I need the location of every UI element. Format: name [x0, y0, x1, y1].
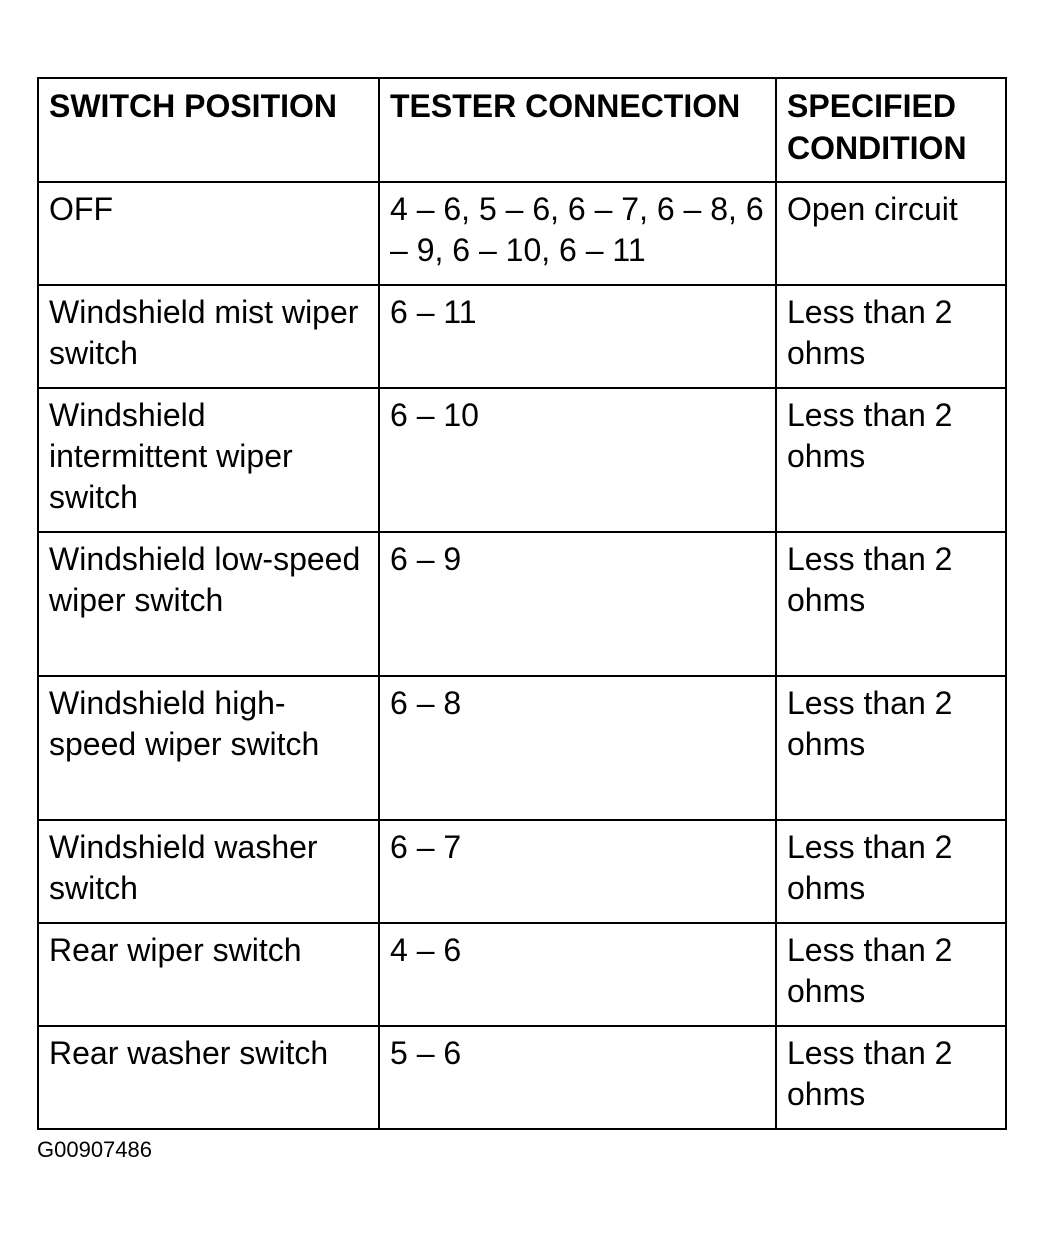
cell-tester-connection: 6 – 11 [379, 285, 776, 388]
cell-specified-condition: Less than 2 ohms [776, 532, 1006, 676]
cell-tester-connection: 6 – 8 [379, 676, 776, 820]
switch-test-table [37, 77, 1007, 1130]
cell-specified-condition: Open circuit [776, 182, 1006, 285]
cell-switch-position: OFF [38, 182, 379, 285]
cell-tester-connection: 4 – 6, 5 – 6, 6 – 7, 6 – 8, 6 – 9, 6 – 10, 6 – 11 [379, 182, 776, 285]
cell-tester-connection: 5 – 6 [379, 1026, 776, 1129]
cell-tester-connection: 4 – 6 [379, 923, 776, 1026]
table-row [38, 1026, 1006, 1129]
cell-specified-condition: Less than 2 ohms [776, 1026, 1006, 1129]
cell-switch-position: Windshield mist wiper switch [38, 285, 379, 388]
cell-specified-condition: Less than 2 ohms [776, 923, 1006, 1026]
table-row [38, 285, 1006, 388]
header-switch-position: SWITCH POSITION [38, 78, 379, 182]
cell-specified-condition: Less than 2 ohms [776, 676, 1006, 820]
cell-switch-position: Windshield intermittent wiper switch [38, 388, 379, 532]
table-row [38, 182, 1006, 285]
cell-tester-connection: 6 – 10 [379, 388, 776, 532]
cell-tester-connection: 6 – 9 [379, 532, 776, 676]
table-header-row [38, 78, 1006, 182]
cell-specified-condition: Less than 2 ohms [776, 388, 1006, 532]
cell-switch-position: Rear wiper switch [38, 923, 379, 1026]
cell-switch-position: Windshield washer switch [38, 820, 379, 923]
table-row [38, 388, 1006, 532]
figure-id: G00907486 [37, 1137, 152, 1162]
cell-tester-connection: 6 – 7 [379, 820, 776, 923]
cell-specified-condition: Less than 2 ohms [776, 285, 1006, 388]
table-row [38, 676, 1006, 820]
cell-specified-condition: Less than 2 ohms [776, 820, 1006, 923]
cell-switch-position: Rear washer switch [38, 1026, 379, 1129]
table-row [38, 532, 1006, 676]
table-row [38, 820, 1006, 923]
cell-switch-position: Windshield low-speed wiper switch [38, 532, 379, 676]
header-specified-condition: SPECIFIED CONDITION [776, 78, 1006, 182]
switch-test-table-container [37, 77, 1005, 1130]
table-row [38, 923, 1006, 1026]
header-tester-connection: TESTER CONNECTION [379, 78, 776, 182]
cell-switch-position: Windshield high-speed wiper switch [38, 676, 379, 820]
